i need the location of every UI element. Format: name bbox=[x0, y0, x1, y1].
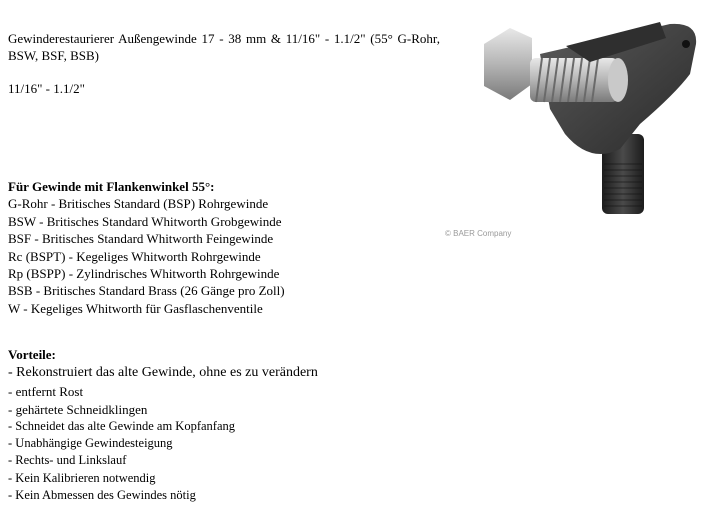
advantage-item: - Rechts- und Linkslauf bbox=[8, 453, 127, 468]
size-range: 11/16" - 1.1/2" bbox=[8, 81, 85, 96]
thread-type-item: BSF - Britisches Standard Whitworth Feingewinde bbox=[8, 231, 274, 247]
copyright-watermark: © BAER Company bbox=[445, 229, 512, 238]
thread-type-item: W - Kegeliges Whitworth für Gasflaschenventile bbox=[8, 300, 263, 316]
thread-type-item: Rc (BSPT) - Kegeliges Whitworth Rohrgewinde bbox=[8, 248, 261, 264]
thread-types-heading: Für Gewinde mit Flankenwinkel 55°: bbox=[8, 179, 215, 194]
bolt-head bbox=[484, 28, 532, 100]
advantage-item: - Kein Kalibrieren notwendig bbox=[8, 470, 156, 485]
advantage-item: - gehärtete Schneidklingen bbox=[8, 401, 148, 417]
advantage-item: - Kein Abmessen des Gewindes nötig bbox=[8, 487, 196, 502]
thread-type-item: BSW - Britisches Standard Whitworth Grobgewinde bbox=[8, 213, 282, 229]
advantages-list bbox=[8, 346, 318, 504]
bolt-end bbox=[608, 58, 628, 102]
thread-type-item: BSB - Britisches Standard Brass (26 Gänge pro Zoll) bbox=[8, 283, 285, 299]
advantage-item: - entfernt Rost bbox=[8, 384, 84, 399]
thread-restorer-tool-image bbox=[470, 14, 710, 234]
thread-types bbox=[8, 178, 285, 317]
thread-type-item: Rp (BSPP) - Zylindrisches Whitworth Rohrgewinde bbox=[8, 266, 280, 282]
advantage-item: - Unabhängige Gewindesteigung bbox=[8, 436, 173, 451]
product-title: Gewinderestaurierer Außengewinde 17 - 38 mm & 11/16" - 1.1/2" (55° G-Rohr, BSW, BSF, BSB) bbox=[8, 31, 440, 63]
advantage-item: - Schneidet das alte Gewinde am Kopfanfang bbox=[8, 419, 236, 433]
advantage-item: - Rekonstruiert das alte Gewinde, ohne es zu verändern bbox=[8, 365, 318, 380]
advantages-heading: Vorteile: bbox=[8, 347, 56, 362]
thread-type-item: G-Rohr - Britisches Standard (BSP) Rohrgewinde bbox=[8, 196, 269, 212]
pivot-hole bbox=[682, 40, 690, 48]
